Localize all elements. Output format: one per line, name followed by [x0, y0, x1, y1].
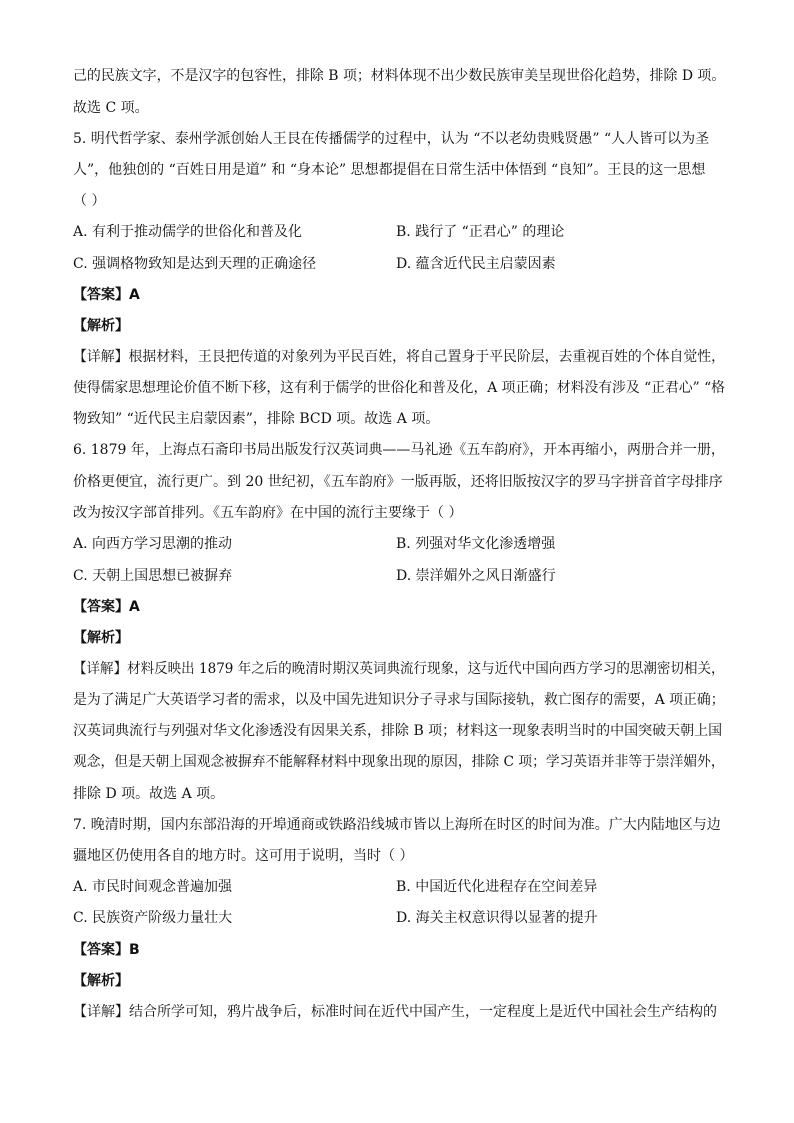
q6-stem-line-2: 价格更便宜，流行更广。到 20 世纪初，《五车韵府》一版再版，还将旧版按汉字的罗马字拼音首字母排序	[73, 474, 723, 490]
q6-stem-line-3: 改为按汉字部首排列。《五车韵府》在中国的流行主要缘于（ ）	[73, 505, 463, 521]
q5-option-c: C. 强调格物致知是达到天理的正确途径	[73, 256, 317, 272]
q5-detail-line-3: 物致知” “近代民主启蒙因素”，排除 BCD 项。故选 A 项。	[73, 411, 440, 427]
q6-stem-line-1: 6. 1879 年，上海点石斋印书局出版发行汉英词典——马礼逊《五车韵府》，开本再缩小，两册合并一册，	[73, 442, 725, 458]
q7-option-c: C. 民族资产阶级力量壮大	[73, 910, 233, 926]
q7-analysis-heading: 【解析】	[73, 973, 129, 989]
q5-detail-line-2: 使得儒家思想理论价值不断下移，这有利于儒学的世俗化和普及化，A 项正确；材料没有涉及 “正君心” “格	[73, 380, 725, 396]
q6-option-c: C. 天朝上国思想已被摒弃	[73, 568, 233, 584]
q5-stem-line-1: 5. 明代哲学家、泰州学派创始人王艮在传播儒学的过程中，认为 “不以老幼贵贱贤愚” “人人皆可以为圣	[73, 131, 710, 147]
q6-option-d: D. 崇洋媚外之风日渐盛行	[396, 568, 556, 584]
q6-detail-line-1: 【详解】材料反映出 1879 年之后的晚清时期汉英词典流行现象，这与近代中国向西方学习的思潮密切相关，	[73, 661, 725, 677]
q5-option-a: A. 有利于推动儒学的世俗化和普及化	[73, 224, 303, 240]
q7-option-b: B. 中国近代化进程存在空间差异	[396, 879, 598, 895]
q6-option-b: B. 列强对华文化渗透增强	[396, 536, 556, 552]
q5-detail-line-1: 【详解】根据材料，王艮把传道的对象列为平民百姓，将自己置身于平民阶层，去重视百姓的个体自觉性，	[73, 349, 726, 365]
q6-detail-line-3: 汉英词典流行与列强对华文化渗透没有因果关系，排除 B 项；材料这一现象表明当时的中国突破天朝上国	[73, 723, 723, 739]
q5-analysis-heading: 【解析】	[73, 318, 129, 334]
q6-answer: 【答案】A	[73, 599, 140, 615]
intro-line-2: 故选 C 项。	[73, 100, 149, 116]
q6-detail-line-2: 是为了满足广大英语学习者的需求，以及中国先进知识分子寻求与国际接轨，救亡图存的需要，A 项正确；	[73, 692, 725, 708]
q7-detail-line-1: 【详解】结合所学可知，鸦片战争后，标准时间在近代中国产生，一定程度上是近代中国社会生产结构的	[73, 1004, 717, 1020]
q6-option-a: A. 向西方学习思潮的推动	[73, 536, 233, 552]
q5-stem-line-3: （ ）	[73, 193, 106, 209]
q5-option-d: D. 蕴含近代民主启蒙因素	[396, 256, 556, 272]
q6-detail-line-5: 排除 D 项。故选 A 项。	[73, 786, 225, 802]
q7-stem-line-2: 疆地区仍使用各自的地方时。这可用于说明，当时（ ）	[73, 848, 414, 864]
q7-option-a: A. 市民时间观念普遍加强	[73, 879, 233, 895]
q5-answer: 【答案】A	[73, 287, 140, 303]
q7-answer: 【答案】B	[73, 942, 140, 958]
q7-option-d: D. 海关主权意识得以显著的提升	[396, 910, 598, 926]
intro-line-1: 己的民族文字，不是汉字的包容性，排除 B 项；材料体现不出少数民族审美呈现世俗化趋势，排除 D 项。	[73, 68, 726, 84]
q6-analysis-heading: 【解析】	[73, 630, 129, 646]
q5-option-b: B. 践行了 “正君心” 的理论	[396, 224, 565, 240]
q7-stem-line-1: 7. 晚清时期，国内东部沿海的开埠通商或铁路沿线城市皆以上海所在时区的时间为准。广大内陆地区与边	[73, 817, 721, 833]
q6-detail-line-4: 观念，但是天朝上国观念被摒弃不能解释材料中现象出现的原因，排除 C 项；学习英语并非等于崇洋媚外，	[73, 754, 725, 770]
q5-stem-line-2: 人”，他独创的 “百姓日用是道” 和 “身本论” 思想都提倡在日常生活中体悟到 “良知”。王艮的这一思想	[73, 162, 706, 178]
